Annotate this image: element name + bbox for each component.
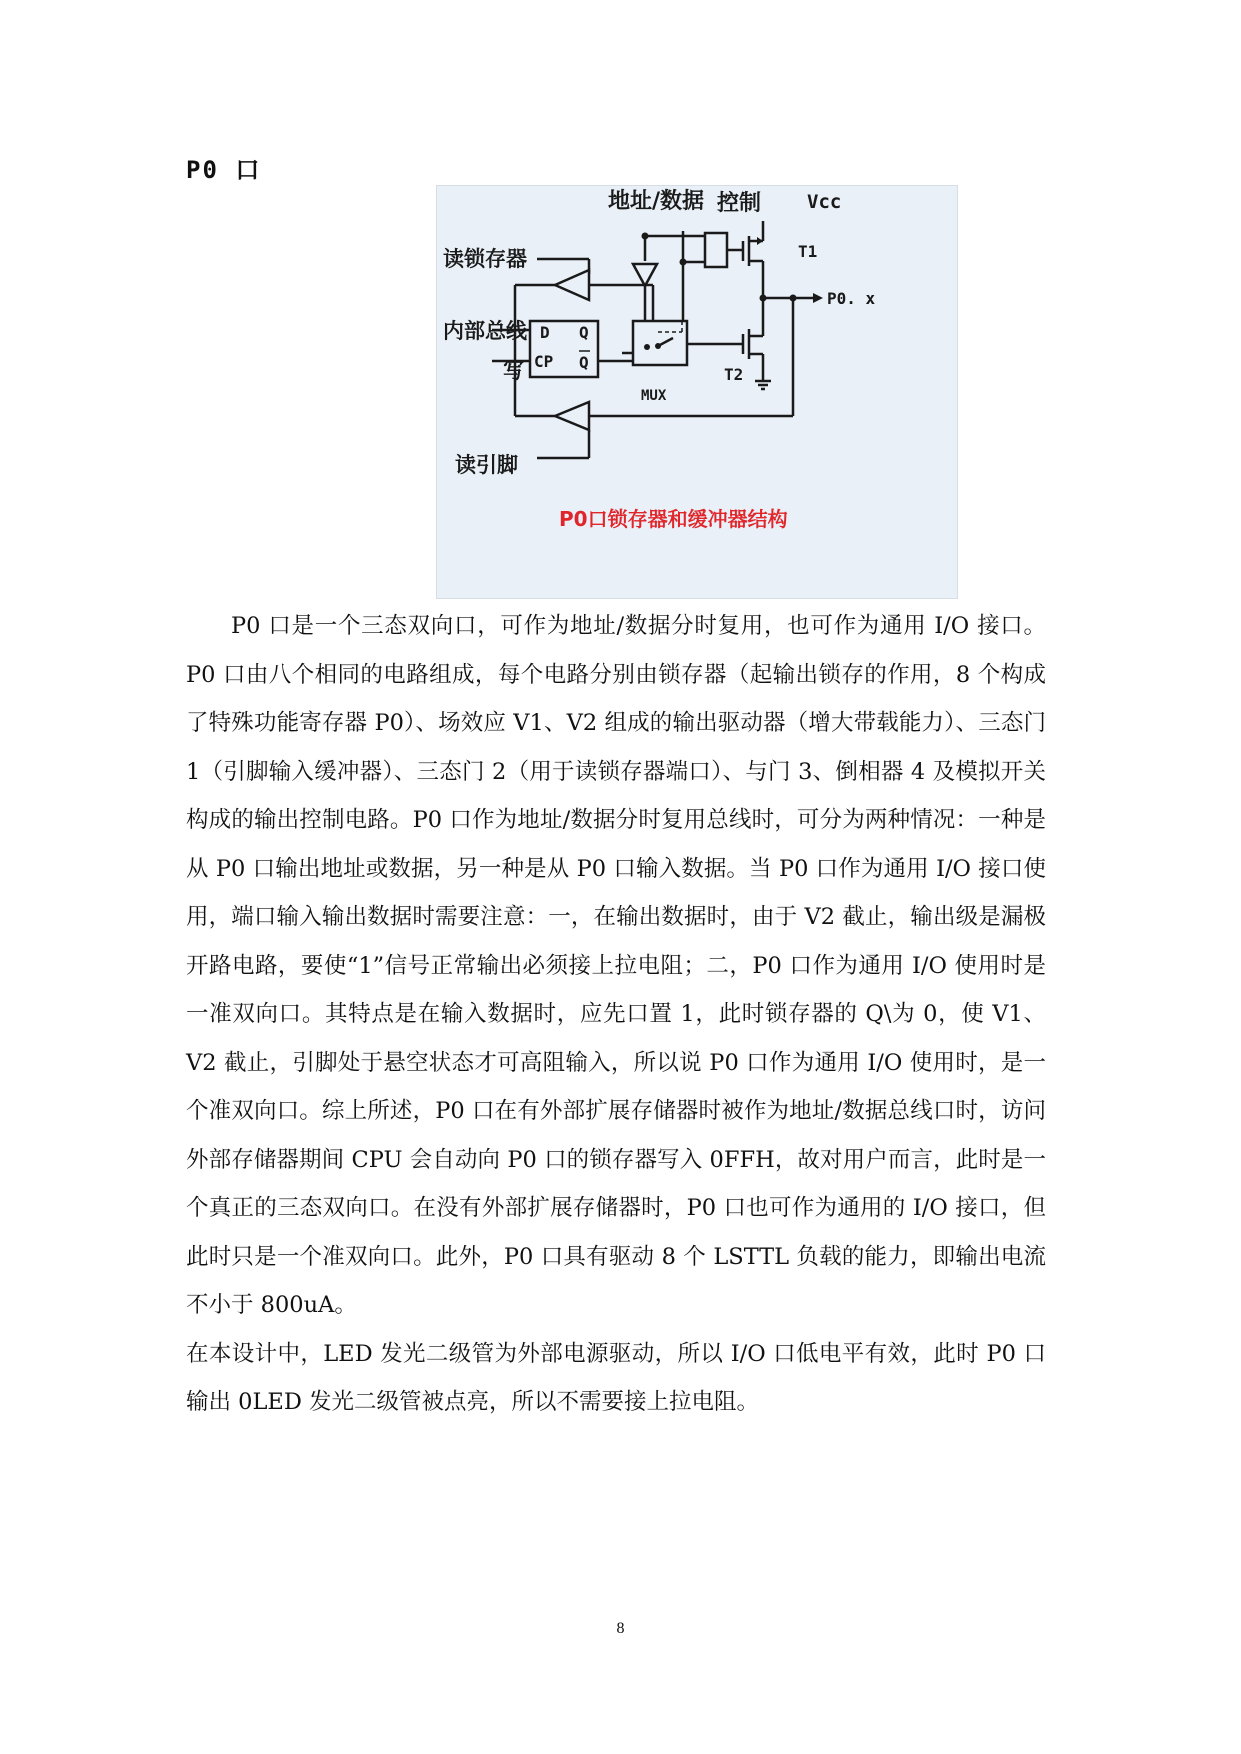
- latch-qbar-label: Q: [579, 353, 589, 372]
- paragraph-design-note: 在本设计中，LED 发光二级管为外部电源驱动，所以 I/O 口低电平有效，此时 P0 口输出 0LED 发光二级管被点亮，所以不需要接上拉电阻。: [186, 1340, 1046, 1415]
- paragraph-p0-description: P0 口是一个三态双向口，可作为地址/数据分时复用，也可作为通用 I/O 接口。P0 口由八个相同的电路组成，每个电路分别由锁存器（起输出锁存的作用，8 个构成了特殊功能寄存器 P0）、场效应 V1、V2 组成的输出驱动器（增大带载能力）、三态门 1（引脚输入缓冲器）、三态门 2（用于读锁存器端口）、与门 3、倒相器 4 及模拟开关构成的输出控制电路。P0 口作为地址/数据分时复用总线时，可分为两种情况：一种是从 P0 口输出地址或数据，另一种是从 P0 口输入数据。当 P0 口作为通用 I/O 接口使用，端口输入输出数据时需要注意：一，在输出数据时，由于 V2 截止，输出级是漏极开路电路，要使“1”信号正常输出必须接上拉电阻；二，P0 口作为通用 I/O 使用时是一准双向口。其特点是在输入数据时，应先口置 1，此时锁存器的 Q\为 0，使 V1、V2 截止，引脚处于悬空状态才可高阻输入，所以说 P0 口作为通用 I/O 使用时，是一个准双向口。综上所述，P0 口在有外部扩展存储器时被作为地址/数据总线口时，访问外部存储器期间 CPU 会自动向 P0 口的锁存器写入 0FFH，故对用户而言，此时是一个真正的三态双向口。在没有外部扩展存储器时，P0 口也可作为通用的 I/O 接口，但此时只是一个准双向口。此外，P0 口具有驱动 8 个 LSTTL 负载的能力，即输出电流不小于 800uA。: [186, 613, 1046, 1318]
- latch-q-label: Q: [579, 323, 589, 342]
- label-write: 写: [503, 359, 524, 383]
- label-control: 控制: [717, 191, 762, 216]
- label-addr-data: 地址/数据: [608, 189, 705, 214]
- label-p0x: P0. x: [827, 289, 876, 308]
- page-number: 8: [616, 1620, 625, 1637]
- section-heading: P0 口: [186, 156, 262, 184]
- latch-cp-label: CP: [534, 352, 554, 371]
- label-mux: MUX: [641, 388, 667, 404]
- p0-circuit-diagram: [437, 186, 957, 598]
- label-read-pin: 读引脚: [455, 453, 518, 477]
- label-t1: T1: [798, 242, 818, 261]
- label-internal-bus: 内部总线: [443, 319, 527, 343]
- latch-d-label: D: [540, 323, 550, 342]
- figure-caption: P0口锁存器和缓冲器结构: [559, 507, 788, 531]
- label-read-latch: 读锁存器: [443, 247, 527, 271]
- body-text: [186, 602, 1046, 1427]
- label-vcc: Vcc: [807, 191, 842, 213]
- label-t2: T2: [724, 365, 744, 384]
- p0-circuit-figure: [436, 185, 958, 599]
